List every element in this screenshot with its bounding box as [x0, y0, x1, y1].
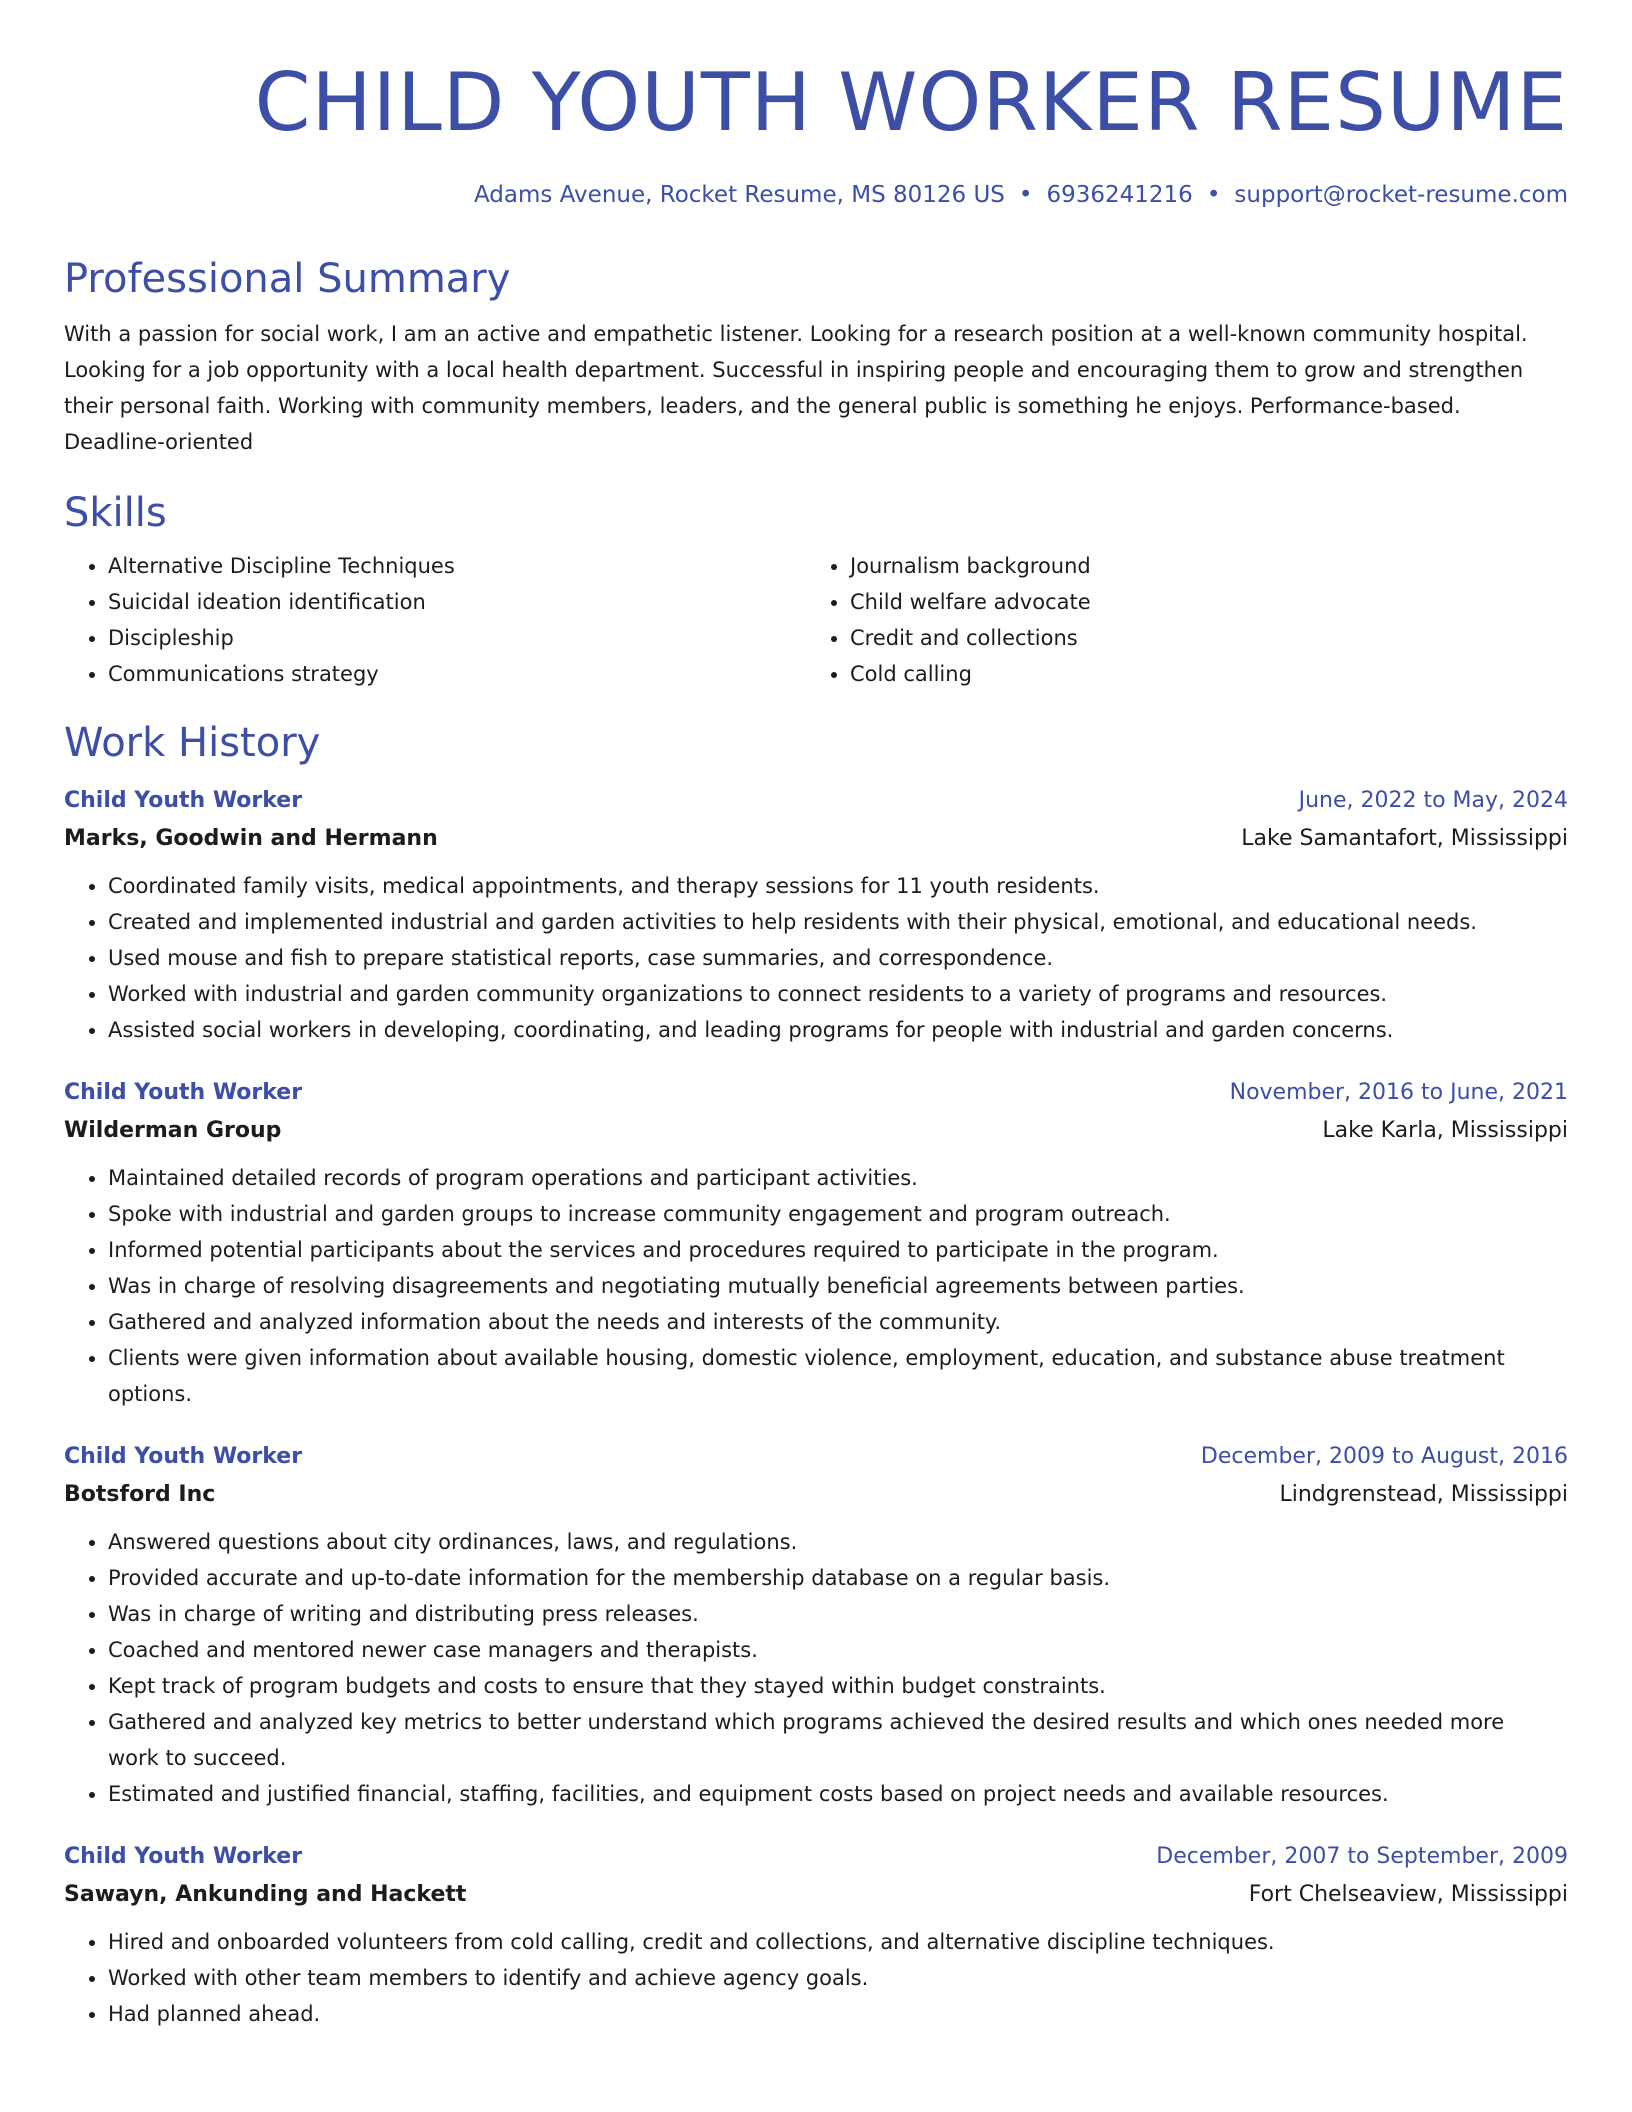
job-entry [64, 1074, 1568, 1412]
skills-heading: Skills [64, 490, 167, 536]
summary-heading: Professional Summary [64, 256, 511, 302]
job-dates: November, 2016 to June, 2021 [1229, 1080, 1568, 1105]
contact-address: Adams Avenue, Rocket Resume, MS 80126 US [473, 182, 1005, 208]
job-location: Fort Chelseaview, Mississippi [1248, 1882, 1568, 1907]
job-bullet: • Was in charge of resolving disagreements and negotiating mutually beneficial agreements between parties. [108, 1268, 1568, 1304]
job-title: Child Youth Worker [64, 1844, 303, 1869]
skills-column-left [64, 548, 806, 692]
contact-separator: • [1018, 182, 1033, 208]
job-bullet: • Answered questions about city ordinances, laws, and regulations. [108, 1524, 1568, 1560]
job-bullet: • Worked with other team members to identify and achieve agency goals. [108, 1960, 1568, 1996]
job-bullet: • Estimated and justified financial, staffing, facilities, and equipment costs based on project needs and available resources. [108, 1776, 1568, 1812]
job-subheader [64, 1112, 1568, 1150]
job-bullet: • Spoke with industrial and garden groups to increase community engagement and program outreach. [108, 1196, 1568, 1232]
job-bullet: • Gathered and analyzed key metrics to better understand which programs achieved the desired results and which ones needed more work to succeed. [108, 1704, 1568, 1776]
job-dates: June, 2022 to May, 2024 [1298, 788, 1568, 813]
job-bullet: • Maintained detailed records of program operations and participant activities. [108, 1160, 1568, 1196]
summary-text: With a passion for social work, I am an active and empathetic listener. Looking for a research position at a well-known community hospital. Looking for a job opportunity with a local health department. Successful in inspiring people and encouraging them to grow and strengthen their personal faith. Working with community members, leaders, and the general public is something he enjoys. Performance-based. Deadline-oriented [64, 322, 1528, 454]
job-entry [64, 782, 1568, 1048]
resume-page [64, 0, 1568, 2032]
job-bullet: • Hired and onboarded volunteers from cold calling, credit and collections, and alternative discipline techniques. [108, 1924, 1568, 1960]
skill-item: • Discipleship [108, 620, 806, 656]
job-bullet: • Coordinated family visits, medical appointments, and therapy sessions for 11 youth residents. [108, 868, 1568, 904]
job-bullet: • Provided accurate and up-to-date information for the membership database on a regular basis. [108, 1560, 1568, 1596]
skill-item: • Alternative Discipline Techniques [108, 548, 806, 584]
job-header [64, 1438, 1568, 1476]
job-dates: December, 2007 to September, 2009 [1156, 1844, 1568, 1869]
skills-list [64, 548, 1568, 692]
job-bullet: • Worked with industrial and garden community organizations to connect residents to a variety of programs and resources. [108, 976, 1568, 1012]
job-bullet: • Kept track of program budgets and costs to ensure that they stayed within budget constraints. [108, 1668, 1568, 1704]
job-bullets [64, 1160, 1568, 1412]
contact-email[interactable]: support@rocket-resume.com [1234, 182, 1568, 208]
job-title: Child Youth Worker [64, 1444, 303, 1469]
skill-item: • Journalism background [850, 548, 1548, 584]
skill-item: • Child welfare advocate [850, 584, 1548, 620]
skill-item: • Credit and collections [850, 620, 1548, 656]
resume-title: CHILD YOUTH WORKER RESUME [254, 56, 1568, 149]
job-bullet: • Clients were given information about available housing, domestic violence, employment, education, and substance abuse treatment options. [108, 1340, 1568, 1412]
job-bullets [64, 868, 1568, 1048]
job-bullet: • Created and implemented industrial and garden activities to help residents with their physical, emotional, and educational needs. [108, 904, 1568, 940]
job-subheader [64, 820, 1568, 858]
job-dates: December, 2009 to August, 2016 [1200, 1444, 1568, 1469]
job-bullet: • Assisted social workers in developing, coordinating, and leading programs for people with industrial and garden concerns. [108, 1012, 1568, 1048]
skill-item: • Cold calling [850, 656, 1548, 692]
job-bullet: • Coached and mentored newer case managers and therapists. [108, 1632, 1568, 1668]
job-header [64, 1838, 1568, 1876]
job-location: Lindgrenstead, Mississippi [1279, 1482, 1568, 1507]
job-company: Sawayn, Ankunding and Hackett [64, 1882, 467, 1907]
job-bullet: • Gathered and analyzed information about the needs and interests of the community. [108, 1304, 1568, 1340]
job-title: Child Youth Worker [64, 788, 303, 813]
job-bullet: • Informed potential participants about the services and procedures required to participate in the program. [108, 1232, 1568, 1268]
job-company: Botsford Inc [64, 1482, 216, 1507]
job-bullet: • Used mouse and fish to prepare statistical reports, case summaries, and correspondence. [108, 940, 1568, 976]
job-header [64, 782, 1568, 820]
job-entry [64, 1438, 1568, 1812]
job-subheader [64, 1476, 1568, 1514]
job-company: Marks, Goodwin and Hermann [64, 826, 438, 851]
job-company: Wilderman Group [64, 1118, 282, 1143]
job-entry [64, 1838, 1568, 2032]
contact-separator: • [1206, 182, 1221, 208]
job-location: Lake Karla, Mississippi [1322, 1118, 1568, 1143]
job-bullets [64, 1524, 1568, 1812]
job-bullet: • Had planned ahead. [108, 1996, 1568, 2032]
job-location: Lake Samantafort, Mississippi [1241, 826, 1568, 851]
job-title: Child Youth Worker [64, 1080, 303, 1105]
job-bullet: • Was in charge of writing and distributing press releases. [108, 1596, 1568, 1632]
job-header [64, 1074, 1568, 1112]
skill-item: • Suicidal ideation identification [108, 584, 806, 620]
job-subheader [64, 1876, 1568, 1914]
job-bullets [64, 1924, 1568, 2032]
work-history-heading: Work History [64, 720, 321, 766]
contact-line [64, 180, 1568, 210]
skills-column-right [806, 548, 1548, 692]
contact-phone: 6936241216 [1046, 182, 1193, 208]
skill-item: • Communications strategy [108, 656, 806, 692]
